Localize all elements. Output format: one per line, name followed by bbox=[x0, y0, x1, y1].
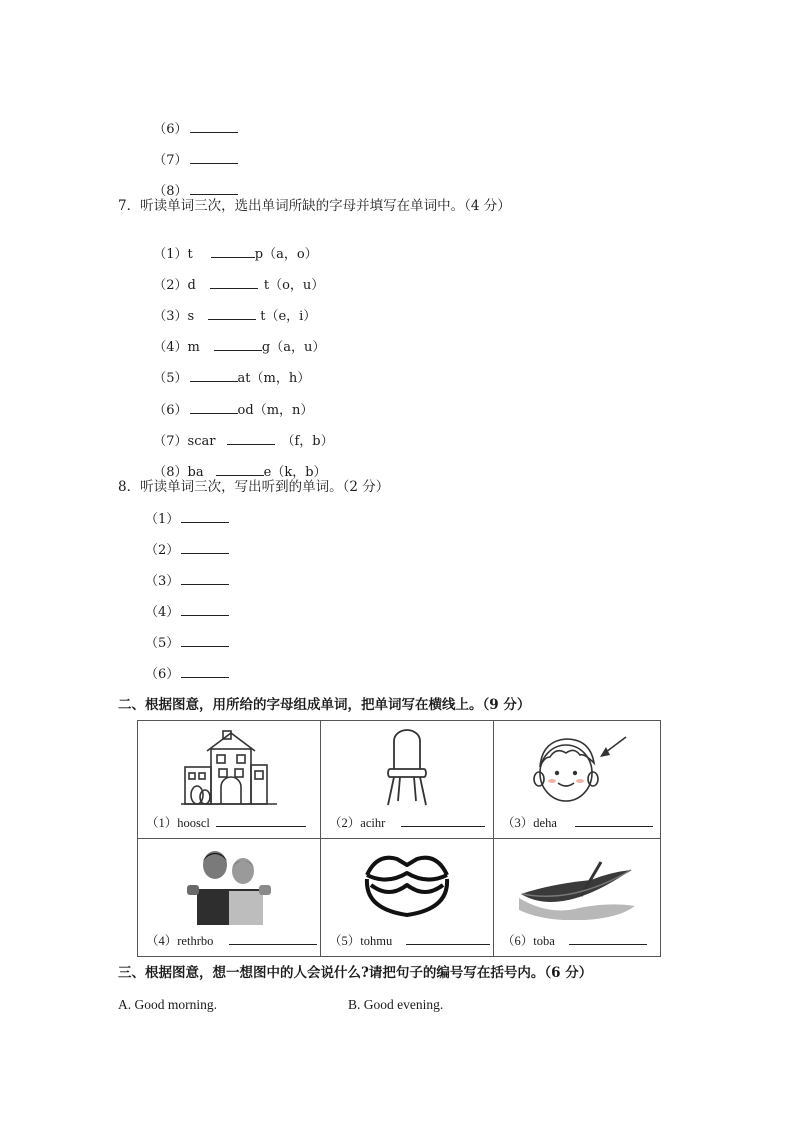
answer-blank[interactable] bbox=[216, 814, 306, 827]
q7-item: （4）m g（a，u） bbox=[153, 340, 326, 355]
answer-blank[interactable] bbox=[181, 665, 229, 678]
answer-blank[interactable] bbox=[216, 463, 264, 476]
q8-item: （4） bbox=[145, 603, 229, 621]
word-cell: （2）acihr bbox=[321, 721, 494, 839]
school-icon bbox=[181, 727, 277, 807]
q6-item: （7） bbox=[145, 135, 238, 169]
answer-blank[interactable] bbox=[181, 510, 229, 523]
q7-title: 7．听读单词三次，选出单词所缺的字母并填写在单词中。（4 分） bbox=[118, 198, 511, 214]
answer-blank[interactable] bbox=[181, 634, 229, 647]
answer-blank[interactable] bbox=[401, 814, 485, 827]
answer-blank[interactable] bbox=[575, 814, 653, 827]
boat-photo bbox=[519, 850, 635, 920]
answer-blank[interactable] bbox=[181, 541, 229, 554]
answer-blank[interactable] bbox=[190, 182, 238, 195]
head-icon bbox=[522, 727, 632, 807]
answer-blank[interactable] bbox=[406, 932, 490, 945]
q8-item: （1） bbox=[145, 510, 229, 528]
word-cell: （5）tohmu bbox=[321, 839, 494, 957]
option-a: A. Good morning. bbox=[118, 997, 217, 1012]
q6-item: （6） bbox=[145, 104, 238, 138]
answer-blank[interactable] bbox=[214, 338, 262, 351]
q7-item: （1）t p（a，o） bbox=[153, 247, 318, 262]
answer-blank[interactable] bbox=[190, 151, 238, 164]
q7-item: （2）d t（o，u） bbox=[153, 278, 325, 293]
q8-item: （5） bbox=[145, 634, 229, 652]
q7-item: （5） at（m，h） bbox=[153, 371, 311, 386]
q7-item: （6） od（m，n） bbox=[153, 403, 314, 418]
answer-blank[interactable] bbox=[190, 120, 238, 133]
word-cell: （1）hooscl bbox=[138, 721, 321, 839]
q8-item: （3） bbox=[145, 572, 229, 590]
answer-blank[interactable] bbox=[181, 572, 229, 585]
answer-blank[interactable] bbox=[210, 276, 258, 289]
answer-blank[interactable] bbox=[190, 401, 238, 414]
answer-blank[interactable] bbox=[227, 432, 275, 445]
word-cell: （4）rethrbo bbox=[138, 839, 321, 957]
word-cell: （6）toba bbox=[494, 839, 661, 957]
answer-blank[interactable] bbox=[569, 932, 647, 945]
q6-item: （8） bbox=[145, 166, 238, 200]
q7-item: （7）scar （f，b） bbox=[153, 434, 334, 449]
word-cell: （3）deha bbox=[494, 721, 661, 839]
picture-word-table bbox=[137, 720, 661, 957]
answer-blank[interactable] bbox=[211, 245, 255, 258]
chair-icon bbox=[382, 727, 432, 807]
q8-title: 8．听读单词三次，写出听到的单词。（2 分） bbox=[118, 479, 390, 495]
answer-blank[interactable] bbox=[229, 932, 317, 945]
q8-item: （2） bbox=[145, 541, 229, 559]
mouth-icon bbox=[359, 845, 455, 925]
q7-item: （3）s t（e，i） bbox=[153, 309, 317, 324]
brothers-photo bbox=[183, 845, 275, 925]
answer-blank[interactable] bbox=[181, 603, 229, 616]
option-b: B. Good evening. bbox=[348, 997, 444, 1012]
answer-blank[interactable] bbox=[190, 369, 238, 382]
section-2-title: 二、根据图意，用所给的字母组成单词，把单词写在横线上。（9 分） bbox=[118, 697, 531, 713]
section-3-title: 三、根据图意，想一想图中的人会说什么?请把句子的编号写在括号内。（6 分） bbox=[118, 965, 593, 981]
answer-blank[interactable] bbox=[208, 307, 256, 320]
q8-item: （6） bbox=[145, 665, 229, 683]
q7-item: （8）ba e（k，b） bbox=[153, 465, 327, 480]
